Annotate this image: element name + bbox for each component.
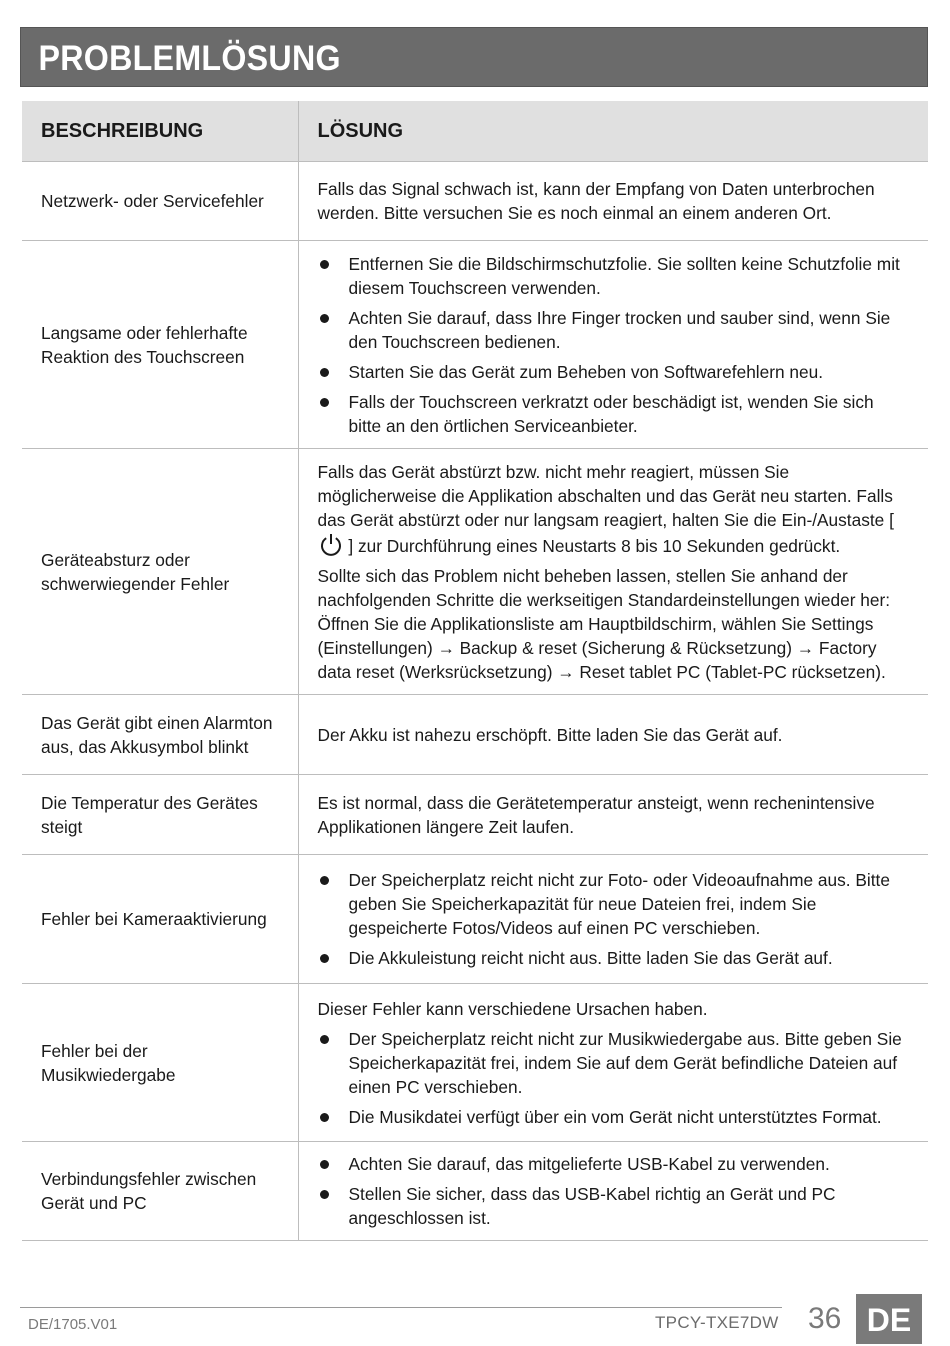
solution-cell	[298, 449, 928, 695]
solution-bullet-text: Stellen Sie sicher, dass das USB-Kabel richtig an Gerät und PC angeschlossen ist.	[348, 1184, 836, 1228]
table-row	[22, 695, 928, 775]
bracket-open: [	[889, 509, 894, 530]
solution-bullet	[318, 252, 909, 300]
column-header-description: BESCHREIBUNG	[22, 101, 298, 162]
bullet-dot-icon	[320, 1160, 329, 1169]
solution-bullet	[318, 360, 909, 384]
page-number: 36	[808, 1302, 842, 1335]
title-bar	[20, 27, 928, 87]
solution-cell	[298, 241, 928, 449]
bullet-dot-icon	[320, 1190, 329, 1199]
solution-paragraph: Es ist normal, dass die Gerätetemperatur ansteigt, wenn rechenintensive Applikationen längere Zeit laufen.	[317, 792, 875, 837]
solution-bullet	[318, 868, 909, 940]
solution-text: Falls das Gerät abstürzt bzw. nicht mehr reagiert, müssen Sie möglicherweise die Applikation abschalten und das Gerät neu starten. Falls das Gerät abstürzt oder nur langsam reagiert, halten Sie die Ein-/Austaste	[317, 461, 893, 530]
bullet-dot-icon	[320, 954, 329, 963]
model-number: TPCY-TXE7DW	[655, 1313, 779, 1332]
page-title: PROBLEMLÖSUNG	[38, 39, 341, 78]
solution-bullet-text: Die Akkuleistung reicht nicht aus. Bitte laden Sie das Gerät auf.	[348, 948, 833, 968]
solution-text: zur Durchführung eines Neustarts 8 bis 10 Sekunden gedrückt.	[357, 535, 841, 556]
column-header-solution: LÖSUNG	[298, 101, 928, 162]
problem-description: Fehler bei der Musikwiedergabe	[41, 1040, 176, 1085]
language-badge: DE	[856, 1294, 922, 1344]
problem-description-cell	[22, 1142, 298, 1241]
table-row	[22, 855, 928, 984]
table-row	[22, 241, 928, 449]
solution-bullet-text: Falls der Touchscreen verkratzt oder beschädigt ist, wenden Sie sich bitte an den örtlichen Serviceanbieter.	[348, 391, 874, 436]
solution-cell	[298, 984, 928, 1142]
solution-cell	[298, 775, 928, 855]
solution-bullet-text: Achten Sie darauf, das mitgelieferte USB-Kabel zu verwenden.	[348, 1154, 830, 1174]
problem-description-cell	[22, 241, 298, 449]
problem-description-cell	[22, 695, 298, 775]
problem-description-cell	[22, 449, 298, 695]
solution-paragraph: Sollte sich das Problem nicht beheben lassen, stellen Sie anhand der nachfolgenden Schritte die werkseitigen Standardeinstellungen wieder her: Öffnen Sie die Applikationsliste am Hauptbildschirm, wählen Sie Settings (Einstellungen) → Backup & reset (Sicherung & Rücksetzung) → Factory data reset (Werksrücksetzung) → Reset tablet PC (Tablet-PC rücksetzen).	[317, 565, 891, 682]
problem-description: Fehler bei Kameraaktivierung	[41, 909, 267, 929]
problem-description: Geräteabsturz oder schwerwiegender Fehler	[41, 549, 230, 594]
solution-paragraph	[318, 460, 909, 558]
solution-bullet	[318, 1182, 909, 1230]
problem-description: Langsame oder fehlerhafte Reaktion des Touchscreen	[41, 322, 248, 367]
bullet-dot-icon	[320, 314, 329, 323]
bullet-dot-icon	[320, 398, 329, 407]
problem-description-cell	[22, 984, 298, 1142]
solution-bullet-list	[318, 1152, 909, 1230]
bracket-close: ]	[348, 535, 354, 556]
bullet-dot-icon	[320, 1035, 329, 1044]
solution-bullet	[318, 1027, 909, 1099]
solution-paragraph: Falls das Signal schwach ist, kann der Empfang von Daten unterbrochen werden. Bitte versuchen Sie es noch einmal an einem anderen Ort.	[317, 179, 875, 223]
solution-bullet-list	[318, 1027, 909, 1129]
solution-cell	[298, 162, 928, 241]
bullet-dot-icon	[320, 260, 329, 269]
document-code: DE/1705.V01	[28, 1316, 118, 1333]
solution-bullet-text: Entfernen Sie die Bildschirmschutzfolie. Sie sollten keine Schutzfolie mit diesem Touchscreen verwenden.	[348, 253, 900, 298]
problem-description-cell	[22, 855, 298, 984]
problem-description: Das Gerät gibt einen Alarmton aus, das Akkusymbol blinkt	[41, 712, 273, 757]
solution-bullet-text: Der Speicherplatz reicht nicht zur Musikwiedergabe aus. Bitte geben Sie Speicherkapazität frei, indem Sie auf dem Gerät befindliche Dateien auf einen PC verschieben.	[348, 1028, 902, 1097]
bullet-dot-icon	[320, 1113, 329, 1122]
problem-description-cell	[22, 775, 298, 855]
solution-cell	[298, 1142, 928, 1241]
solution-bullet-text: Der Speicherplatz reicht nicht zur Foto- oder Videoaufnahme aus. Bitte geben Sie Speicherkapazität für neue Dateien frei, indem Sie gespeicherte Fotos/Videos auf einen PC verschieben.	[348, 870, 890, 938]
problem-description: Die Temperatur des Gerätes steigt	[41, 792, 258, 837]
table-row	[22, 449, 928, 695]
solution-bullet	[318, 306, 909, 354]
solution-cell	[298, 855, 928, 984]
solution-bullet-list	[318, 252, 909, 438]
table-row	[22, 984, 928, 1142]
bullet-dot-icon	[320, 368, 329, 377]
table-header-row	[22, 101, 928, 162]
solution-bullet-text: Starten Sie das Gerät zum Beheben von Softwarefehlern neu.	[348, 361, 824, 382]
table-row	[22, 775, 928, 855]
solution-bullet	[318, 1105, 909, 1129]
solution-bullet-text: Die Musikdatei verfügt über ein vom Gerät nicht unterstütztes Format.	[348, 1106, 882, 1127]
bullet-dot-icon	[320, 876, 329, 885]
power-icon	[318, 532, 344, 558]
solution-bullet-list	[318, 868, 909, 970]
problem-description: Verbindungsfehler zwischen Gerät und PC	[41, 1169, 257, 1213]
problem-description: Netzwerk- oder Servicefehler	[41, 191, 264, 211]
solution-bullet	[318, 390, 909, 438]
solution-bullet-text: Achten Sie darauf, dass Ihre Finger trocken und sauber sind, wenn Sie den Touchscreen bedienen.	[348, 307, 891, 352]
solution-paragraph: Dieser Fehler kann verschiedene Ursachen haben.	[317, 998, 708, 1019]
troubleshooting-table	[22, 101, 928, 1241]
solution-cell	[298, 695, 928, 775]
table-row	[22, 1142, 928, 1241]
table-row	[22, 162, 928, 241]
solution-bullet	[318, 946, 909, 970]
solution-bullet	[318, 1152, 909, 1176]
problem-description-cell	[22, 162, 298, 241]
solution-paragraph: Der Akku ist nahezu erschöpft. Bitte laden Sie das Gerät auf.	[317, 724, 783, 745]
footer-divider	[20, 1307, 782, 1308]
